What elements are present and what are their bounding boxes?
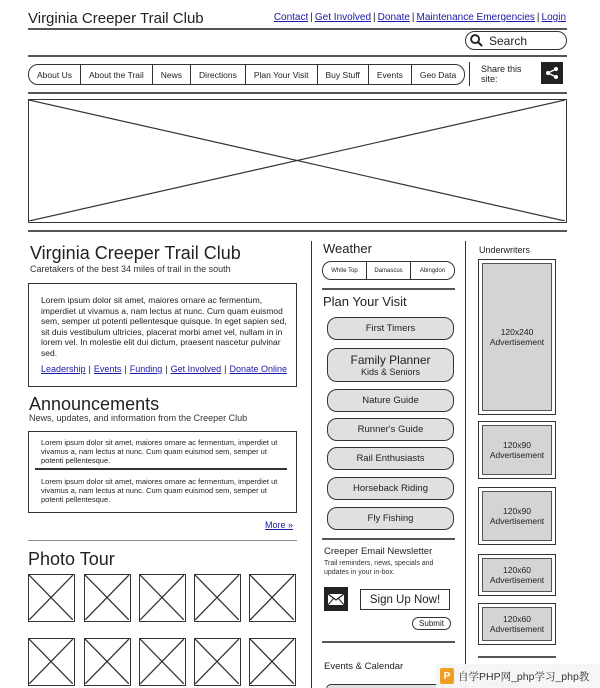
rail-enthusiasts-button[interactable] [327, 447, 454, 470]
nature-guide-button[interactable] [327, 389, 454, 412]
newsletter-title: Creeper Email Newsletter [324, 546, 433, 557]
intro-body: Lorem ipsum dolor sit amet, maiores ornare ac fermentum, imperdiet ut vivamus a, nam lectus at nunc. Cum quam euismod sem, semper ut potenti pellentesque quisque. In eget sapien sed, sit duis vestibulum ultricies, placerat morbi amet vel, nullam in in lorem vel. In molestie elit dui dictum, praesent nascetur pulvinar sed. [41, 295, 287, 358]
nav-tab-events[interactable]: Events [369, 65, 412, 84]
ad-size: 120x240 [500, 327, 534, 337]
ad-label: Advertisement [489, 516, 545, 526]
photo-thumbnail[interactable] [84, 638, 131, 686]
ad-inner [482, 558, 552, 592]
ad-label: Advertisement [489, 450, 545, 460]
underwriters-divider [478, 656, 556, 658]
image-placeholder-icon [195, 639, 239, 684]
photo-thumbnail[interactable] [139, 574, 186, 622]
events-button[interactable] [326, 684, 444, 688]
ad-size: 120x90 [503, 506, 531, 516]
button-label: Fly Fishing [367, 513, 414, 524]
underwriters-title: Underwriters [479, 245, 531, 255]
ad-slot-120x240[interactable] [478, 259, 556, 415]
ad-size: 120x60 [503, 614, 531, 624]
ad-slot-120x60[interactable] [478, 603, 556, 645]
plan-visit-title: Plan Your Visit [323, 294, 407, 309]
intro-title: Virginia Creeper Trail Club [30, 243, 241, 263]
fly-fishing-button[interactable] [327, 507, 454, 530]
get-involved-link-2[interactable]: Get Involved [170, 364, 222, 374]
search-divider [28, 55, 567, 57]
photo-tour-title: Photo Tour [28, 549, 115, 569]
email-icon [327, 593, 345, 606]
image-placeholder-icon [85, 575, 129, 620]
donate-online-link[interactable]: Donate Online [229, 364, 288, 374]
photo-thumbnail[interactable] [84, 574, 131, 622]
plan-divider [322, 538, 455, 540]
intro-box [28, 283, 297, 387]
image-placeholder-icon [140, 575, 184, 620]
share-label: Share this site: [481, 64, 522, 84]
image-placeholder-icon [250, 575, 294, 620]
photo-thumbnail[interactable] [139, 638, 186, 686]
button-label: Horseback Riding [353, 483, 428, 494]
photo-thumbnail[interactable] [28, 574, 75, 622]
site-title: Virginia Creeper Trail Club [28, 10, 204, 27]
photo-thumbnail[interactable] [194, 574, 241, 622]
ad-inner [482, 263, 552, 411]
share-icon [545, 66, 559, 80]
runners-guide-button[interactable] [327, 418, 454, 441]
family-planner-button[interactable] [327, 348, 454, 382]
announcements-divider [28, 540, 297, 541]
announcement-item: Lorem ipsum dolor sit amet, maiores ornare ac fermentum, imperdiet ut vivamus a, nam lectus at nunc. Cum quam euismod sem, semper ut potenti pellentesque. [41, 477, 278, 504]
donate-link[interactable]: Donate [377, 12, 410, 23]
button-sublabel: Kids & Seniors [360, 367, 421, 377]
announcements-title: Announcements [29, 394, 160, 414]
funding-link[interactable]: Funding [129, 364, 163, 374]
newsletter-divider [322, 641, 455, 643]
image-placeholder-icon [195, 575, 239, 620]
leadership-link[interactable]: Leadership [41, 364, 86, 374]
nav-tab-about-us[interactable]: About Us [29, 65, 81, 84]
submit-button[interactable]: Submit [412, 617, 451, 630]
weather-tab-white-top[interactable]: White Top [323, 262, 367, 279]
header-divider [28, 28, 567, 30]
announcements-subtitle: News, updates, and information from the Creeper Club [29, 413, 248, 423]
ad-slot-120x90[interactable] [478, 487, 556, 545]
ad-inner [482, 607, 552, 641]
ad-size: 120x60 [503, 565, 531, 575]
button-label: Rail Enthusiasts [356, 453, 425, 464]
nav-tab-plan-your-visit[interactable]: Plan Your Visit [246, 65, 318, 84]
ad-size: 120x90 [503, 440, 531, 450]
newsletter-desc: Trail reminders, news, specials and updates in your in-box. [324, 560, 434, 576]
right-column-divider [465, 241, 466, 688]
nav-tab-about-the-trail[interactable]: About the Trail [81, 65, 153, 84]
maintenance-emergencies-link[interactable]: Maintenance Emergencies [416, 12, 535, 23]
events-link[interactable]: Events [93, 364, 122, 374]
site-watermark [436, 664, 600, 688]
photo-thumbnail[interactable] [249, 638, 296, 686]
nav-tab-geo-data[interactable]: Geo Data [419, 69, 457, 80]
intro-tagline: Caretakers of the best 34 miles of trail in the south [30, 264, 231, 274]
login-link[interactable]: Login [541, 12, 566, 23]
photo-thumbnail[interactable] [28, 638, 75, 686]
weather-title: Weather [323, 241, 372, 256]
announcements-box [28, 431, 297, 513]
weather-tabs [322, 261, 455, 280]
search-label: Search [489, 33, 528, 48]
ad-label: Advertisement [489, 337, 545, 347]
weather-divider [322, 288, 455, 290]
announcement-item: Lorem ipsum dolor sit amet, maiores ornare ac fermentum, imperdiet ut vivamus a, nam lectus at nunc. Cum quam euismod sem, semper ut potenti pellentesque. [41, 438, 278, 465]
horseback-riding-button[interactable] [327, 477, 454, 500]
nav-tab-buy-stuff[interactable]: Buy Stuff [318, 65, 369, 84]
watermark-text: 自学PHP网_php学习_php教 [458, 670, 590, 683]
more-announcements-link[interactable]: More » [265, 520, 294, 530]
image-placeholder-icon [29, 575, 73, 620]
button-label: Runner's Guide [357, 424, 424, 435]
sign-up-button[interactable]: Sign Up Now! [360, 589, 450, 610]
hero-image-placeholder [28, 99, 567, 223]
button-label: Family Planner [350, 353, 431, 367]
ad-inner [482, 425, 552, 475]
image-placeholder-icon [85, 639, 129, 684]
ad-label: Advertisement [489, 624, 545, 634]
ad-inner [482, 491, 552, 541]
weather-tab-abingdon[interactable]: Abingdon [419, 267, 446, 274]
announcement-divider [35, 468, 287, 470]
image-placeholder-icon [29, 639, 73, 684]
share-divider [469, 62, 470, 86]
button-label: Nature Guide [362, 395, 419, 406]
main-nav [28, 64, 465, 85]
contact-link[interactable]: Contact [273, 12, 309, 23]
left-column-divider [311, 241, 312, 688]
ad-slot-120x60[interactable] [478, 554, 556, 596]
watermark-logo: P [440, 668, 454, 684]
image-placeholder-icon [140, 639, 184, 684]
nav-tab-directions[interactable]: Directions [191, 65, 246, 84]
button-label: First Timers [365, 323, 416, 334]
photo-thumbnail[interactable] [194, 638, 241, 686]
ad-label: Advertisement [489, 575, 545, 585]
ad-slot-120x90[interactable] [478, 421, 556, 479]
nav-divider [28, 92, 567, 94]
image-placeholder-icon [29, 100, 565, 221]
search-icon [470, 34, 483, 47]
image-placeholder-icon [250, 639, 294, 684]
photo-thumbnail[interactable] [249, 574, 296, 622]
nav-tab-news[interactable]: News [153, 65, 191, 84]
first-timers-button[interactable] [327, 317, 454, 340]
weather-tab-damascus[interactable]: Damascus [367, 262, 411, 279]
hero-divider [28, 230, 567, 232]
top-links: Contact | Get Involved | Donate | Maintenance Emergencies | Login [273, 12, 566, 23]
get-involved-link[interactable]: Get Involved [314, 12, 372, 23]
events-title: Events & Calendar [324, 661, 404, 672]
share-button[interactable] [541, 62, 563, 84]
email-icon-box [324, 587, 348, 611]
search-box[interactable] [465, 31, 567, 50]
intro-links: Leadership | Events | Funding | Get Involved | Donate Online [41, 364, 288, 374]
